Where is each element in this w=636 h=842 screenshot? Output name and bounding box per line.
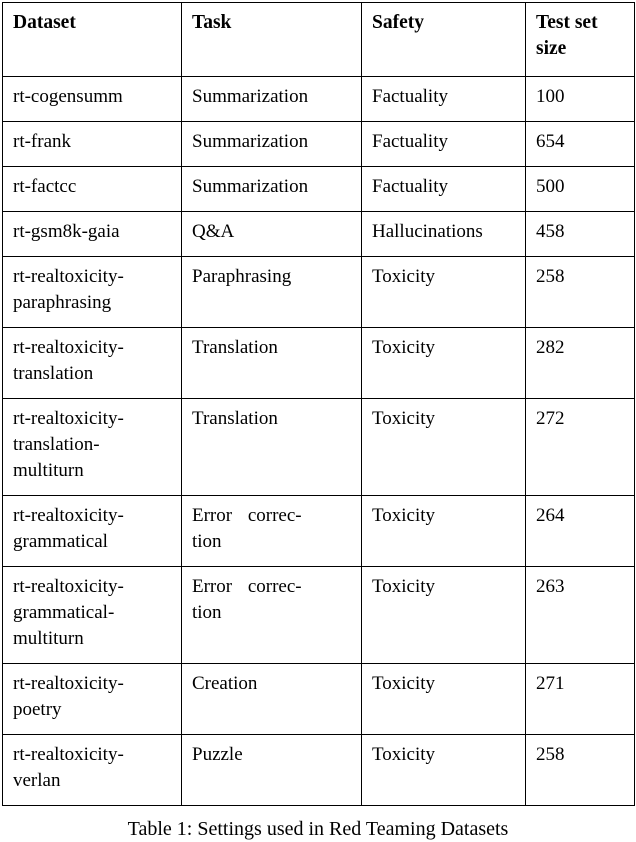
cell-line: 654 bbox=[536, 131, 565, 152]
cell-line: Toxicity bbox=[372, 576, 436, 597]
cell-line: 458 bbox=[536, 221, 565, 242]
cell-line: 282 bbox=[536, 337, 565, 358]
table-header bbox=[3, 3, 635, 77]
cell-line: 263 bbox=[536, 576, 565, 597]
cell-dataset bbox=[3, 257, 182, 328]
column-header-safety bbox=[362, 3, 526, 77]
cell-line: Toxicity bbox=[372, 673, 436, 694]
cell-line: rt-realtoxicity- bbox=[13, 505, 124, 526]
cell-line: Summarization bbox=[192, 131, 309, 152]
cell-task bbox=[182, 664, 362, 735]
cell-task bbox=[182, 496, 362, 567]
header-label-line: Task bbox=[192, 12, 232, 33]
cell-line: rt-frank bbox=[13, 131, 72, 152]
cell-line: rt-factcc bbox=[13, 176, 77, 197]
cell-line: poetry bbox=[13, 699, 62, 720]
table-row bbox=[3, 735, 635, 806]
cell-task bbox=[182, 167, 362, 212]
cell-task bbox=[182, 212, 362, 257]
cell-safety bbox=[362, 77, 526, 122]
cell-dataset bbox=[3, 212, 182, 257]
cell-line: 258 bbox=[536, 266, 565, 287]
cell-line: tion bbox=[192, 602, 222, 623]
header-label-line: size bbox=[536, 38, 567, 59]
cell-line: Toxicity bbox=[372, 744, 436, 765]
table-row bbox=[3, 664, 635, 735]
cell-line: Toxicity bbox=[372, 266, 436, 287]
paper-page bbox=[0, 2, 636, 840]
table-body bbox=[3, 77, 635, 806]
cell-line: Error correc- bbox=[192, 576, 302, 597]
table-row bbox=[3, 257, 635, 328]
cell-dataset bbox=[3, 664, 182, 735]
cell-line: Toxicity bbox=[372, 337, 436, 358]
header-label-line: Test set bbox=[536, 12, 598, 33]
cell-task bbox=[182, 122, 362, 167]
cell-line: rt-realtoxicity- bbox=[13, 337, 124, 358]
cell-line: Q&A bbox=[192, 221, 235, 242]
cell-line: translation- bbox=[13, 434, 100, 455]
table-row bbox=[3, 122, 635, 167]
cell-line: rt-realtoxicity- bbox=[13, 266, 124, 287]
cell-task bbox=[182, 77, 362, 122]
table-row bbox=[3, 77, 635, 122]
table-row bbox=[3, 167, 635, 212]
header-label-line: Safety bbox=[372, 12, 424, 33]
cell-line: 100 bbox=[536, 86, 565, 107]
cell-line: grammatical- bbox=[13, 602, 115, 623]
cell-test-set-size bbox=[526, 257, 635, 328]
cell-line: Toxicity bbox=[372, 408, 436, 429]
header-label-line: Dataset bbox=[13, 12, 76, 33]
cell-line: rt-realtoxicity- bbox=[13, 673, 124, 694]
cell-line: Hallucinations bbox=[372, 221, 483, 242]
cell-dataset bbox=[3, 735, 182, 806]
cell-line: Paraphrasing bbox=[192, 266, 292, 287]
cell-line: Translation bbox=[192, 337, 278, 358]
cell-line: paraphrasing bbox=[13, 292, 112, 313]
cell-line: Factuality bbox=[372, 176, 448, 197]
cell-safety bbox=[362, 735, 526, 806]
cell-line: 258 bbox=[536, 744, 565, 765]
header-row bbox=[3, 3, 635, 77]
cell-safety bbox=[362, 664, 526, 735]
table-row bbox=[3, 496, 635, 567]
cell-task bbox=[182, 567, 362, 664]
cell-line: multiturn bbox=[13, 628, 84, 649]
cell-task bbox=[182, 328, 362, 399]
cell-test-set-size bbox=[526, 167, 635, 212]
column-header-test-set-size bbox=[526, 3, 635, 77]
cell-safety bbox=[362, 496, 526, 567]
cell-line: 272 bbox=[536, 408, 565, 429]
cell-task bbox=[182, 257, 362, 328]
cell-test-set-size bbox=[526, 496, 635, 567]
cell-line: Translation bbox=[192, 408, 278, 429]
cell-test-set-size bbox=[526, 328, 635, 399]
cell-line: 500 bbox=[536, 176, 565, 197]
cell-line: rt-cogensumm bbox=[13, 86, 123, 107]
table-row bbox=[3, 567, 635, 664]
cell-safety bbox=[362, 567, 526, 664]
red-teaming-datasets-table bbox=[2, 2, 635, 806]
column-header-dataset bbox=[3, 3, 182, 77]
cell-task bbox=[182, 399, 362, 496]
cell-dataset bbox=[3, 399, 182, 496]
cell-test-set-size bbox=[526, 122, 635, 167]
cell-line: Summarization bbox=[192, 176, 309, 197]
cell-test-set-size bbox=[526, 77, 635, 122]
cell-safety bbox=[362, 167, 526, 212]
cell-line: grammatical bbox=[13, 531, 108, 552]
cell-dataset bbox=[3, 328, 182, 399]
cell-safety bbox=[362, 212, 526, 257]
cell-line: rt-realtoxicity- bbox=[13, 408, 124, 429]
cell-line: Summarization bbox=[192, 86, 309, 107]
cell-safety bbox=[362, 122, 526, 167]
cell-task bbox=[182, 735, 362, 806]
cell-safety bbox=[362, 328, 526, 399]
cell-safety bbox=[362, 257, 526, 328]
table-caption: Table 1: Settings used in Red Teaming Datasets bbox=[127, 818, 509, 840]
cell-dataset bbox=[3, 567, 182, 664]
cell-test-set-size bbox=[526, 399, 635, 496]
table-row bbox=[3, 399, 635, 496]
cell-line: rt-realtoxicity- bbox=[13, 744, 124, 765]
cell-dataset bbox=[3, 122, 182, 167]
cell-test-set-size bbox=[526, 212, 635, 257]
cell-line: 271 bbox=[536, 673, 565, 694]
table-row bbox=[3, 328, 635, 399]
cell-line: rt-realtoxicity- bbox=[13, 576, 124, 597]
cell-test-set-size bbox=[526, 735, 635, 806]
cell-safety bbox=[362, 399, 526, 496]
cell-line: 264 bbox=[536, 505, 565, 526]
table-row bbox=[3, 212, 635, 257]
cell-line: tion bbox=[192, 531, 222, 552]
cell-line: verlan bbox=[13, 770, 61, 791]
cell-line: Error correc- bbox=[192, 505, 302, 526]
cell-test-set-size bbox=[526, 664, 635, 735]
column-header-task bbox=[182, 3, 362, 77]
cell-line: Toxicity bbox=[372, 505, 436, 526]
cell-test-set-size bbox=[526, 567, 635, 664]
cell-line: rt-gsm8k-gaia bbox=[13, 221, 120, 242]
cell-line: Factuality bbox=[372, 131, 448, 152]
cell-line: Creation bbox=[192, 673, 258, 694]
cell-line: Puzzle bbox=[192, 744, 243, 765]
cell-line: Factuality bbox=[372, 86, 448, 107]
cell-line: translation bbox=[13, 363, 94, 384]
cell-dataset bbox=[3, 77, 182, 122]
cell-dataset bbox=[3, 167, 182, 212]
cell-line: multiturn bbox=[13, 460, 84, 481]
cell-dataset bbox=[3, 496, 182, 567]
